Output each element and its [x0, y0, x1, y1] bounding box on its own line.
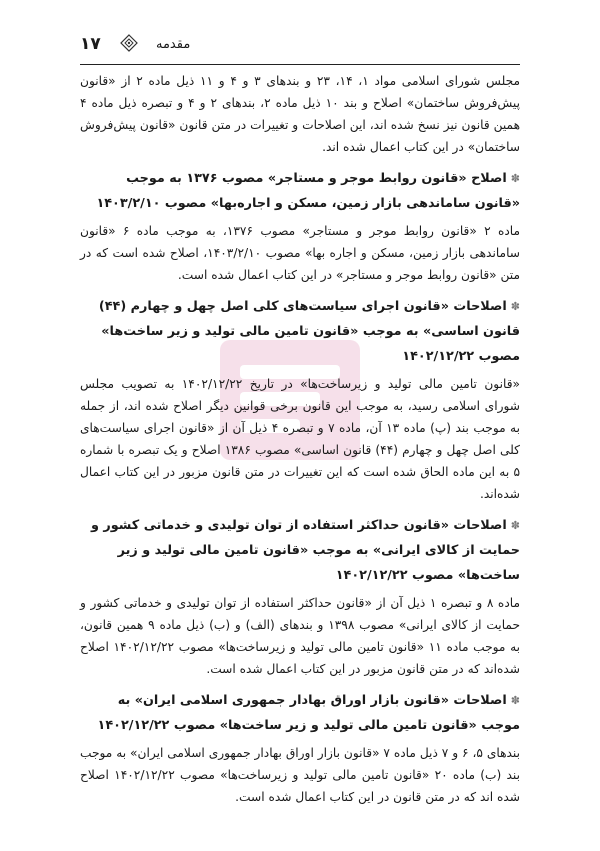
section-heading-text: اصلاح «قانون روابط موجر و مستاجر» مصوب ۱۳۷۶ به موجب «قانون ساماندهی بازار زمین، مسکن و اجاره‌بها» مصوب ۱۴۰۳/۲/۱۰: [96, 171, 520, 211]
body-paragraph: بندهای ۵، ۶ و ۷ ذیل ماده ۷ «قانون بازار اوراق بهادار جمهوری اسلامی ایران» به موجب بند (ب) ماده ۲۰ «قانون تامین مالی تولید و زیرساخت‌ها» مصوب ۱۴۰۲/۱۲/۲۲ اصلاح شده اند که در متن قانون در این کتاب اعمال شده است.: [80, 746, 520, 804]
bullet-icon: ✽: [510, 300, 520, 313]
page-header: [80, 30, 520, 65]
chapter-title: مقدمه: [156, 37, 191, 52]
section-heading-text: اصلاحات «قانون حداکثر استفاده از توان تولیدی و خدماتی کشور و حمایت از کالای ایرانی» به موجب «قانون تامین مالی تولید و زیر ساخت‌ها» مصوب ۱۴۰۲/۱۲/۲۲: [90, 518, 520, 583]
page-number: ۱۷: [80, 34, 101, 54]
body-paragraph: ماده ۸ و تبصره ۱ ذیل آن از «قانون حداکثر استفاده از توان تولیدی و خدماتی کشور و حمایت از کالای ایرانی» مصوب ۱۳۹۸ و بندهای (الف) و (ب) ذیل ماده ۹ همین قانون، به موجب ماده ۱۱ «قانون تامین مالی تولید و زیرساخت‌ها» مصوب ۱۴۰۲/۱۲/۲۲ اصلاح شده‌اند که در متن قانون مزبور در این کتاب اعمال شده است.: [80, 596, 520, 676]
section-heading: [80, 166, 520, 216]
body-paragraph: ماده ۲ «قانون روابط موجر و مستاجر» مصوب ۱۳۷۶، به موجب ماده ۶ «قانون ساماندهی بازار زمین، مسکن و اجاره بها» مصوب ۱۴۰۳/۲/۱۰، اصلاح شده است که در متن «قانون روابط موجر و مستاجر» در این کتاب اعمال شده است.: [80, 224, 521, 282]
section-heading-text: اصلاحات «قانون بازار اوراق بهادار جمهوری اسلامی ایران» به موجب «قانون تامین مالی تولید و زیر ساخت‌ها» مصوب ۱۴۰۲/۱۲/۲۲: [97, 693, 520, 733]
section-heading: [80, 513, 520, 588]
diamond-ornament-icon: [120, 34, 138, 52]
page-body: [80, 70, 520, 816]
section-heading-text: اصلاحات «قانون اجرای سیاست‌های کلی اصل چهل و چهارم (۴۴) قانون اساسی» به موجب «قانون تامین مالی تولید و زیر ساخت‌ها» مصوب ۱۴۰۲/۱۲/۲۲: [98, 299, 520, 364]
bullet-icon: ✽: [510, 519, 520, 532]
bullet-icon: ✽: [510, 172, 520, 185]
section-heading: [80, 294, 520, 369]
body-paragraph: «قانون تامین مالی تولید و زیرساخت‌ها» در تاریخ ۱۴۰۲/۱۲/۲۲ به تصویب مجلس شورای اسلامی رسید، به موجب این قانون برخی قوانین دیگر اصلاح شده اند، از جمله به موجب بند (پ) ماده ۱۳ آن، ماده ۷ و تبصره ۴ ذیل آن از «قانون اجرای سیاست‌های کلی اصل چهل و چهارم (۴۴) قانون اساسی» مصوب ۱۳۸۶ اصلاح و یک تبصره با شماره ۵ به این ماده الحاق شده است که این تغییرات در متن قانون مزبور در این کتاب اعمال شده‌اند.: [80, 377, 520, 501]
body-paragraph: مجلس شورای اسلامی مواد ۱، ۱۴، ۲۳ و بندهای ۳ و ۴ و ۱۱ ذیل ماده ۲ از «قانون پیش‌فروش ساختمان» اصلاح و بند ۱۰ ذیل ماده ۲، بندهای ۲ و ۴ و تبصره ذیل ماده ۴ همین قانون نیز نسخ شده اند، این اصلاحات و تغییرات در متن قانون «قانون پیش‌فروش ساختمان» در این کتاب اعمال شده اند.: [80, 74, 521, 154]
section-heading: [80, 688, 520, 738]
bullet-icon: ✽: [510, 694, 520, 707]
